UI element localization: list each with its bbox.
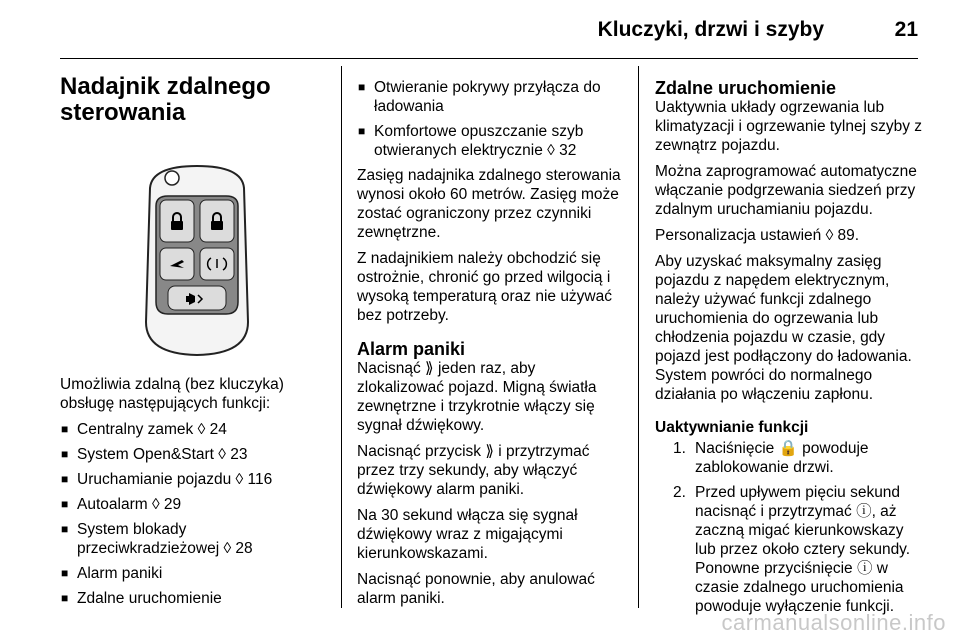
header-rule (60, 58, 918, 59)
panic-paragraph-1: Nacisnąć ⟫ jeden raz, aby zlokalizować pojazd. Migną światła zewnętrzne i trzykrotnie włączy się sygnał dźwiękowy. (357, 360, 597, 434)
list-item: ■ Zdalne uruchomienie (60, 589, 332, 608)
remote-start-paragraph-4: Aby uzyskać maksymalny zasięg pojazdu z napędem elektrycznym, należy używać funkcji zdalnego uruchomienia do ogrzewania lub chłodzenia pojazdu w czasie, gdy pojazd jest podłączony do ładowania. System powróci do normalnego działania po włączeniu zapłonu. (655, 253, 912, 403)
watermark: carmanualsonline.info (721, 610, 946, 635)
column-divider-2 (638, 66, 639, 608)
activation-steps (655, 439, 923, 616)
panic-alarm-heading: Alarm paniki (357, 339, 466, 359)
function-list-continued (357, 78, 625, 160)
list-item: ■ Alarm paniki (60, 564, 332, 583)
panic-paragraph-4: Nacisnąć ponownie, aby anulować alarm paniki. (357, 571, 595, 607)
range-paragraph: Zasięg nadajnika zdalnego sterowania wynosi około 60 metrów. Zasięg może zostać ograniczony przez czynniki zewnętrzne. (357, 167, 621, 241)
remote-start-paragraph-3: Personalizacja ustawień ◊ 89. (655, 227, 860, 244)
function-list (60, 420, 332, 608)
column-1 (60, 72, 332, 614)
list-item: ■ Uruchamianie pojazdu ◊ 116 (60, 470, 332, 489)
list-item: ■ Otwieranie pokrywy przyłącza do ładowania (357, 78, 625, 116)
remote-key-illustration (142, 162, 252, 358)
step-number: 2. (673, 484, 686, 501)
intro-text: Umożliwia zdalną (bez kluczyka) obsługę następujących funkcji: (60, 376, 284, 412)
panic-paragraph-3: Na 30 sekund włącza się sygnał dźwiękowy wraz z migającymi kierunkowskazami. (357, 507, 578, 562)
panic-button (168, 286, 226, 310)
column-2 (357, 78, 625, 615)
step-text: Przed upływem pięciu sekund nacisnąć i przytrzymać ⓘ, aż zaczną migać kierunkowskazy lub przez około cztery sekundy. Ponowne przyciśnięcie ⓘ w czasie zdalnego uruchomienia powoduje wyłączenie funkcji. (695, 484, 911, 615)
remote-start-paragraph-1: Uaktywnia układy ogrzewania lub klimatyzacji i ogrzewanie tylnej szyby z zewnątrz pojazdu. (655, 99, 923, 154)
list-item: ■ System blokady przeciwkradzieżowej ◊ 28 (60, 520, 332, 558)
list-item: ■ Komfortowe opuszczanie szyb otwieranych elektrycznie ◊ 32 (357, 122, 625, 160)
remote-start-paragraph-2: Można zaprogramować automatyczne włączanie podgrzewania siedzeń przy zdalnym uruchamianiu pojazdu. (655, 163, 917, 218)
remote-start-heading: Zdalne uruchomienie (655, 78, 837, 98)
step-number: 1. (673, 440, 686, 457)
section-heading (60, 74, 332, 126)
column-3 (655, 78, 923, 622)
list-item: ■ Autoalarm ◊ 29 (60, 495, 332, 514)
activation-subheading: Uaktywnianie funkcji (655, 419, 809, 436)
list-item (655, 439, 923, 477)
care-paragraph: Z nadajnikiem należy obchodzić się ostrożnie, chronić go przed wilgocią i wysoką temperaturą oraz nie używać bez potrzeby. (357, 250, 613, 324)
section-heading-line2: sterowania (60, 99, 186, 126)
list-item: ■ System Open&Start ◊ 23 (60, 445, 332, 464)
step-text: Naciśnięcie 🔒 powoduje zablokowanie drzwi. (695, 440, 869, 476)
section-heading-line1: Nadajnik zdalnego (60, 73, 271, 100)
page-number: 21 (894, 18, 918, 41)
header-title: Kluczyki, drzwi i szyby (597, 18, 824, 41)
list-item (655, 483, 923, 616)
panic-paragraph-2: Nacisnąć przycisk ⟫ i przytrzymać przez trzy sekundy, aby włączyć dźwiękowy alarm paniki. (357, 443, 590, 498)
list-item: ■ Centralny zamek ◊ 24 (60, 420, 332, 439)
key-ring-hole (165, 171, 179, 185)
column-divider-1 (341, 66, 342, 608)
